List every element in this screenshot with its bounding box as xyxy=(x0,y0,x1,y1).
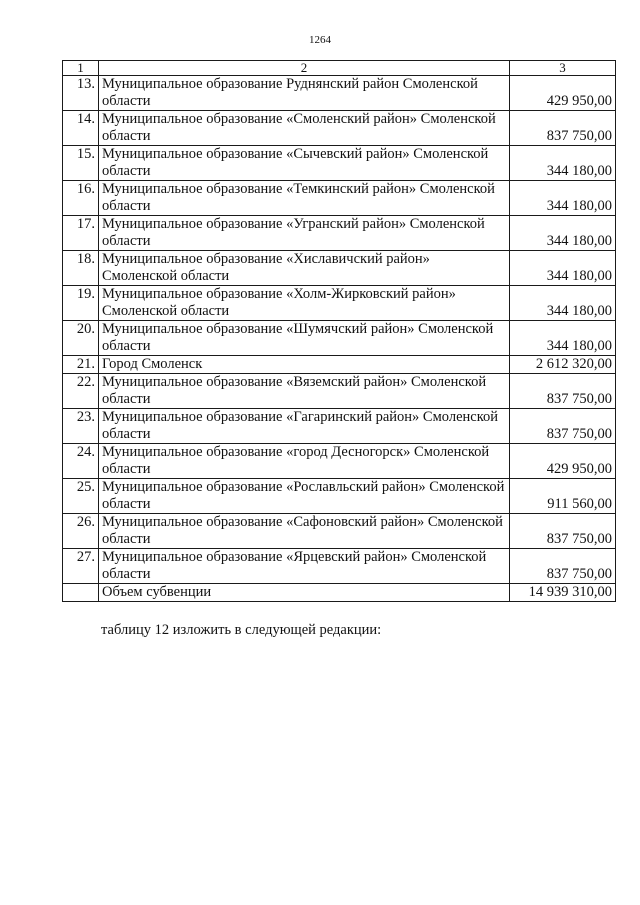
header-col-3: 3 xyxy=(510,61,616,76)
row-number: 23. xyxy=(63,409,99,444)
row-name: Муниципальное образование «город Десногорск» Смоленской области xyxy=(99,444,510,479)
row-number: 17. xyxy=(63,216,99,251)
subvention-table xyxy=(62,60,616,602)
row-number: 27. xyxy=(63,549,99,584)
row-name: Муниципальное образование «Сафоновский район» Смоленской области xyxy=(99,514,510,549)
row-amount: 2 612 320,00 xyxy=(510,356,616,374)
table-row xyxy=(63,76,616,111)
table-row xyxy=(63,514,616,549)
row-number: 16. xyxy=(63,181,99,216)
row-name: Муниципальное образование «Ярцевский район» Смоленской области xyxy=(99,549,510,584)
table-row xyxy=(63,111,616,146)
row-name: Муниципальное образование «Хиславичский район» Смоленской области xyxy=(99,251,510,286)
row-name: Муниципальное образование «Шумячский район» Смоленской области xyxy=(99,321,510,356)
row-amount: 344 180,00 xyxy=(510,251,616,286)
row-number: 14. xyxy=(63,111,99,146)
table-row xyxy=(63,356,616,374)
table-row xyxy=(63,549,616,584)
row-amount: 344 180,00 xyxy=(510,286,616,321)
row-number: 13. xyxy=(63,76,99,111)
row-amount: 344 180,00 xyxy=(510,216,616,251)
row-number: 18. xyxy=(63,251,99,286)
row-number: 19. xyxy=(63,286,99,321)
row-name: Муниципальное образование «Гагаринский район» Смоленской области xyxy=(99,409,510,444)
row-amount: 344 180,00 xyxy=(510,181,616,216)
row-name: Муниципальное образование «Холм-Жирковский район» Смоленской области xyxy=(99,286,510,321)
table-row xyxy=(63,374,616,409)
row-name: Муниципальное образование «Рославльский район» Смоленской области xyxy=(99,479,510,514)
row-amount: 911 560,00 xyxy=(510,479,616,514)
table-row xyxy=(63,321,616,356)
total-row xyxy=(63,584,616,602)
row-name: Муниципальное образование «Вяземский район» Смоленской области xyxy=(99,374,510,409)
table-row xyxy=(63,146,616,181)
header-col-1: 1 xyxy=(63,61,99,76)
total-label: Объем субвенции xyxy=(99,584,510,602)
row-name: Муниципальное образование «Смоленский район» Смоленской области xyxy=(99,111,510,146)
row-number: 25. xyxy=(63,479,99,514)
row-name: Муниципальное образование «Сычевский район» Смоленской области xyxy=(99,146,510,181)
table-row xyxy=(63,181,616,216)
row-amount: 837 750,00 xyxy=(510,409,616,444)
row-name: Муниципальное образование «Темкинский район» Смоленской области xyxy=(99,181,510,216)
row-number: 26. xyxy=(63,514,99,549)
table-row xyxy=(63,251,616,286)
row-amount: 837 750,00 xyxy=(510,514,616,549)
row-amount: 837 750,00 xyxy=(510,374,616,409)
row-amount: 837 750,00 xyxy=(510,111,616,146)
total-number xyxy=(63,584,99,602)
table-header-row xyxy=(63,61,616,76)
row-number: 22. xyxy=(63,374,99,409)
row-amount: 429 950,00 xyxy=(510,76,616,111)
row-number: 20. xyxy=(63,321,99,356)
table-row xyxy=(63,479,616,514)
table-row xyxy=(63,444,616,479)
table-row xyxy=(63,216,616,251)
footer-instruction: таблицу 12 изложить в следующей редакции: xyxy=(101,622,382,638)
row-amount: 837 750,00 xyxy=(510,549,616,584)
row-amount: 429 950,00 xyxy=(510,444,616,479)
row-number: 24. xyxy=(63,444,99,479)
table-row xyxy=(63,286,616,321)
header-col-2: 2 xyxy=(99,61,510,76)
row-number: 21. xyxy=(63,356,99,374)
row-number: 15. xyxy=(63,146,99,181)
row-name: Город Смоленск xyxy=(99,356,510,374)
row-amount: 344 180,00 xyxy=(510,321,616,356)
page-number: 1264 xyxy=(309,34,331,46)
table-row xyxy=(63,409,616,444)
row-amount: 344 180,00 xyxy=(510,146,616,181)
total-amount: 14 939 310,00 xyxy=(510,584,616,602)
row-name: Муниципальное образование Руднянский район Смоленской области xyxy=(99,76,510,111)
row-name: Муниципальное образование «Угранский район» Смоленской области xyxy=(99,216,510,251)
